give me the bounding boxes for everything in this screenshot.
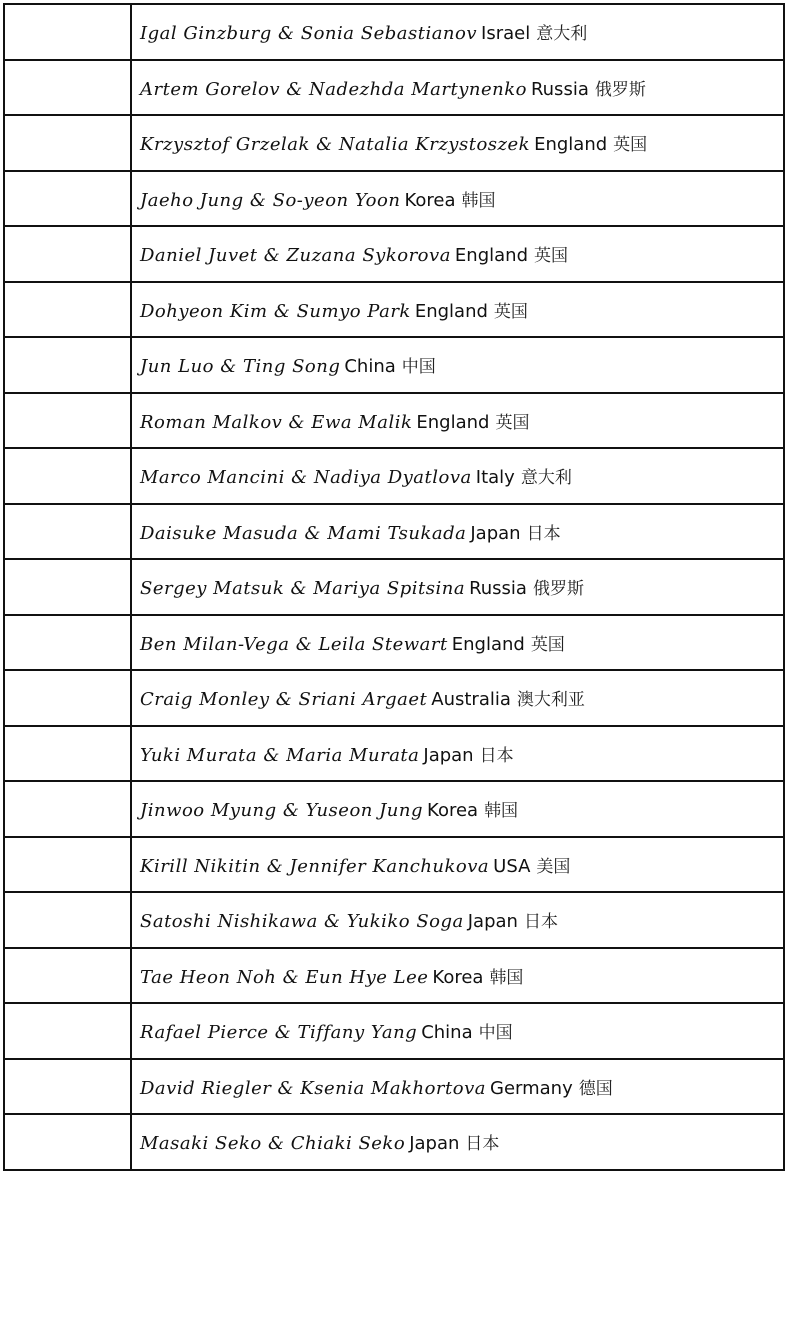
- table-row: [4, 226, 784, 282]
- country-name: Russia: [530, 78, 589, 100]
- couple-names: Craig Monley & Sriani Argaet: [140, 689, 428, 711]
- table-row: [4, 4, 784, 60]
- entry-cell: [131, 226, 784, 282]
- country-name-chinese: 俄罗斯: [532, 579, 584, 600]
- table-row: [4, 171, 784, 227]
- table-row: [4, 337, 784, 393]
- country-name: Germany: [490, 1077, 573, 1099]
- country-name: China: [421, 1022, 473, 1044]
- entry-cell: [131, 393, 784, 449]
- couple-names: Ben Milan-Vega & Leila Stewart: [140, 633, 448, 655]
- entry-cell: [131, 448, 784, 504]
- country-name-chinese: 英国: [534, 246, 568, 267]
- table-row: [4, 60, 784, 116]
- country-name: Japan: [423, 744, 474, 766]
- country-name: England: [534, 134, 608, 156]
- country-name: Korea: [404, 189, 456, 211]
- table-row: [4, 948, 784, 1004]
- competitor-table: [3, 3, 785, 1171]
- number-cell: [4, 337, 131, 393]
- country-name-chinese: 意大利: [520, 468, 572, 489]
- number-cell: [4, 60, 131, 116]
- couple-names: Jinwoo Myung & Yuseon Jung: [140, 800, 424, 822]
- entry-cell: [131, 504, 784, 560]
- country-name: Israel: [481, 23, 531, 45]
- country-name-chinese: 英国: [530, 634, 565, 655]
- number-cell: [4, 282, 131, 338]
- table-row: [4, 448, 784, 504]
- number-cell: [4, 4, 131, 60]
- number-cell: [4, 837, 131, 893]
- country-name: England: [451, 633, 525, 655]
- number-cell: [4, 726, 131, 782]
- couple-names: Tae Heon Noh & Eun Hye Lee: [140, 966, 429, 988]
- couple-names: Dohyeon Kim & Sumyo Park: [140, 300, 411, 322]
- entry-cell: [131, 171, 784, 227]
- country-name: England: [414, 300, 488, 322]
- country-name: England: [454, 245, 528, 267]
- couple-names: Marco Mancini & Nadiya Dyatlova: [140, 467, 472, 489]
- entry-cell: [131, 4, 784, 60]
- table-row: [4, 1003, 784, 1059]
- couple-names: Jun Luo & Ting Song: [140, 356, 341, 378]
- country-name: Italy: [475, 467, 515, 489]
- country-name-chinese: 日本: [479, 745, 514, 766]
- country-name-chinese: 英国: [493, 301, 528, 322]
- entry-cell: [131, 837, 784, 893]
- country-name: Korea: [427, 800, 479, 822]
- table-row: [4, 781, 784, 837]
- couple-names: Daniel Juvet & Zuzana Sykorova: [140, 245, 451, 267]
- country-name-chinese: 美国: [536, 856, 571, 877]
- couple-names: Krzysztof Grzelak & Natalia Krzystoszek: [140, 134, 531, 156]
- country-name-chinese: 日本: [523, 912, 558, 933]
- couple-names: Daisuke Masuda & Mami Tsukada: [140, 522, 467, 544]
- couple-names: Kirill Nikitin & Jennifer Kanchukova: [140, 855, 490, 877]
- couple-names: Jaeho Jung & So-yeon Yoon: [140, 189, 401, 211]
- table-row: [4, 726, 784, 782]
- number-cell: [4, 1114, 131, 1170]
- number-cell: [4, 670, 131, 726]
- country-name: England: [416, 411, 490, 433]
- country-name-chinese: 日本: [465, 1134, 500, 1155]
- entry-cell: [131, 559, 784, 615]
- number-cell: [4, 171, 131, 227]
- country-name: Japan: [409, 1133, 460, 1155]
- country-name: Russia: [469, 578, 527, 600]
- entry-cell: [131, 337, 784, 393]
- country-name-chinese: 中国: [478, 1023, 513, 1044]
- table-row: [4, 393, 784, 449]
- number-cell: [4, 393, 131, 449]
- entry-cell: [131, 615, 784, 671]
- entry-cell: [131, 781, 784, 837]
- country-name-chinese: 韩国: [484, 801, 519, 822]
- table-row: [4, 504, 784, 560]
- table-row: [4, 115, 784, 171]
- couple-names: Sergey Matsuk & Mariya Spitsina: [140, 578, 466, 600]
- entry-cell: [131, 1003, 784, 1059]
- number-cell: [4, 448, 131, 504]
- table-row: [4, 559, 784, 615]
- table-row: [4, 892, 784, 948]
- country-name-chinese: 澳大利亚: [516, 690, 585, 711]
- couple-names: Igal Ginzburg & Sonia Sebastianov: [140, 23, 478, 45]
- country-name-chinese: 韩国: [461, 190, 496, 211]
- table-row: [4, 670, 784, 726]
- number-cell: [4, 615, 131, 671]
- entry-cell: [131, 115, 784, 171]
- entry-cell: [131, 1059, 784, 1115]
- couple-names: Artem Gorelov & Nadezhda Martynenko: [140, 78, 527, 100]
- country-name: Japan: [467, 911, 518, 933]
- country-name-chinese: 中国: [401, 357, 436, 378]
- couple-names: Masaki Seko & Chiaki Seko: [140, 1133, 406, 1155]
- entry-cell: [131, 60, 784, 116]
- country-name-chinese: 英国: [613, 135, 648, 156]
- number-cell: [4, 115, 131, 171]
- number-cell: [4, 1059, 131, 1115]
- country-name: Japan: [470, 522, 521, 544]
- number-cell: [4, 948, 131, 1004]
- country-name-chinese: 俄罗斯: [594, 79, 646, 100]
- number-cell: [4, 781, 131, 837]
- couple-names: Rafael Pierce & Tiffany Yang: [140, 1022, 418, 1044]
- number-cell: [4, 559, 131, 615]
- entry-cell: [131, 1114, 784, 1170]
- table-row: [4, 1114, 784, 1170]
- country-name-chinese: 英国: [495, 412, 530, 433]
- couple-names: Satoshi Nishikawa & Yukiko Soga: [140, 911, 464, 933]
- country-name-chinese: 韩国: [489, 967, 524, 988]
- table-row: [4, 1059, 784, 1115]
- number-cell: [4, 1003, 131, 1059]
- couple-names: David Riegler & Ksenia Makhortova: [140, 1077, 487, 1099]
- country-name-chinese: 意大利: [536, 24, 588, 45]
- entry-cell: [131, 282, 784, 338]
- country-name: Australia: [431, 689, 511, 711]
- country-name: USA: [493, 855, 531, 877]
- entry-cell: [131, 948, 784, 1004]
- couple-names: Yuki Murata & Maria Murata: [140, 744, 420, 766]
- table-row: [4, 282, 784, 338]
- table-row: [4, 615, 784, 671]
- number-cell: [4, 504, 131, 560]
- country-name: Korea: [432, 966, 484, 988]
- country-name: China: [344, 356, 396, 378]
- competitor-table-body: [4, 4, 784, 1170]
- entry-cell: [131, 726, 784, 782]
- entry-cell: [131, 892, 784, 948]
- number-cell: [4, 892, 131, 948]
- table-row: [4, 837, 784, 893]
- entry-cell: [131, 670, 784, 726]
- couple-names: Roman Malkov & Ewa Malik: [140, 411, 413, 433]
- country-name-chinese: 德国: [578, 1078, 613, 1099]
- country-name-chinese: 日本: [526, 523, 561, 544]
- number-cell: [4, 226, 131, 282]
